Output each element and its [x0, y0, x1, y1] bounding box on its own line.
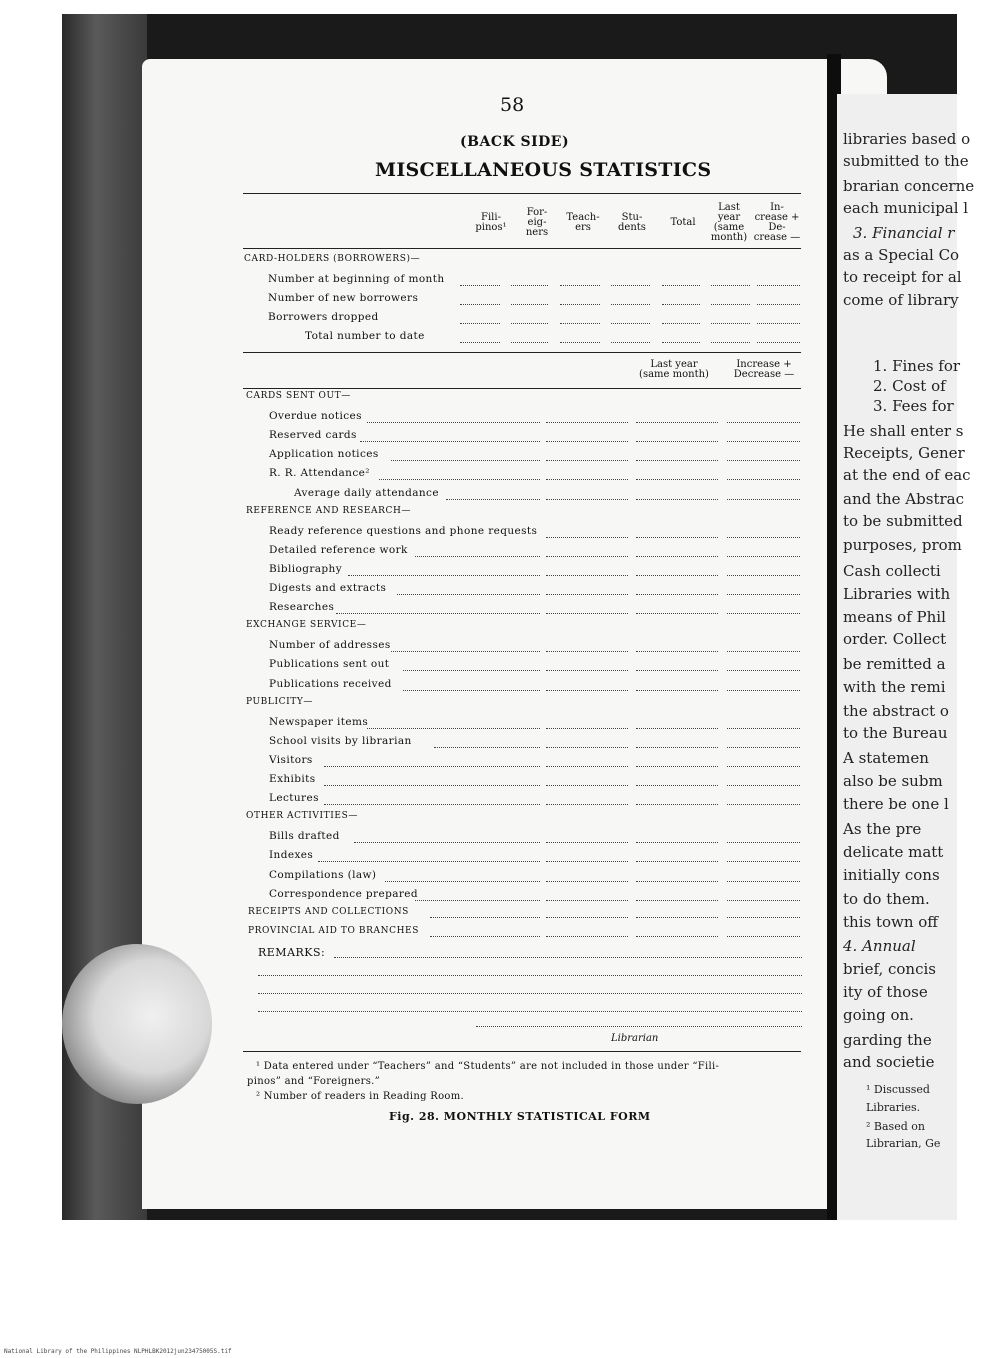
right-page-line: to the Bureau — [843, 724, 948, 742]
table2-leader — [403, 690, 540, 691]
right-page-line: ¹ Discussed — [866, 1083, 930, 1096]
footnote-1-cont: pinos” and “Foreigners.” — [247, 1076, 381, 1087]
table2-cell — [636, 804, 718, 805]
table2-cell — [727, 499, 800, 500]
right-page-line: initially cons — [843, 866, 940, 884]
table1-cell — [560, 285, 600, 286]
right-page-line: there be one l — [843, 795, 949, 813]
table2-cell — [727, 881, 800, 882]
table1-cell — [662, 342, 700, 343]
page-title: MISCELLANEOUS STATISTICS — [375, 159, 712, 181]
table1-cell — [662, 285, 700, 286]
table2-cell — [727, 594, 800, 595]
table2-row-label: Overdue notices — [269, 410, 362, 422]
right-page-line: as a Special Co — [843, 246, 960, 264]
table1-cell — [662, 323, 700, 324]
table2-cell — [546, 594, 628, 595]
table2-cell — [727, 670, 800, 671]
right-page-line: Libraries. — [866, 1101, 921, 1114]
table1-cell — [711, 323, 750, 324]
table2-row-label: Digests and extracts — [269, 582, 387, 594]
table2-cell — [636, 441, 718, 442]
table2-cell — [546, 651, 628, 652]
table2-row-label: Newspaper items — [269, 716, 369, 728]
table1-cell — [560, 323, 600, 324]
table1-column-header: Total — [670, 217, 696, 228]
table2-leader — [391, 651, 540, 652]
table2-row-label: R. R. Attendance² — [269, 467, 370, 479]
table2-row-label: Researches — [269, 601, 335, 613]
table2-cell — [636, 651, 718, 652]
table2-section-label: OTHER ACTIVITIES— — [246, 811, 358, 821]
right-page-line: order. Collect — [843, 630, 947, 648]
table2-row-label: Indexes — [269, 849, 314, 861]
table2-row-label: Correspondence prepared — [269, 888, 419, 900]
table2-cell — [546, 613, 628, 614]
table2-cell — [727, 900, 800, 901]
remarks-line — [258, 993, 802, 994]
table2-row-label: Reserved cards — [269, 429, 357, 441]
table1-top-rule — [243, 193, 801, 194]
table2-cell — [636, 537, 718, 538]
table2-cell — [546, 728, 628, 729]
table2-row-label: Application notices — [269, 448, 379, 460]
table2-cell — [636, 575, 718, 576]
table2-cell — [546, 936, 628, 937]
table2-row-label: Publications sent out — [269, 658, 390, 670]
table1-cell — [711, 342, 750, 343]
table2-section-label: CARDS SENT OUT— — [246, 391, 351, 401]
thumb-image — [62, 944, 212, 1104]
figure-caption: Fig. 28. MONTHLY STATISTICAL FORM — [389, 1110, 651, 1123]
remarks-label: REMARKS: — [258, 946, 326, 959]
table2-cell — [546, 842, 628, 843]
table2-cell — [727, 422, 800, 423]
table2-leader — [430, 936, 540, 937]
table1-cell — [460, 285, 500, 286]
table1-cell — [511, 323, 548, 324]
right-page-line: with the remi — [843, 678, 946, 696]
table1-cell — [460, 323, 500, 324]
table2-leader — [446, 499, 540, 500]
table2-cell — [546, 766, 628, 767]
right-page-line: garding the — [843, 1031, 932, 1049]
scan-footer: National Library of the Philippines NLPHLBK2012jun23475005S.tif — [4, 1348, 232, 1355]
table2-cell — [546, 747, 628, 748]
table1-cell — [611, 285, 650, 286]
remarks-line — [334, 957, 802, 958]
table1-column-header: In- crease + De- crease — — [753, 202, 801, 243]
table1-cell — [757, 342, 800, 343]
right-page-line: the abstract o — [843, 702, 949, 720]
table2-row-label: School visits by librarian — [269, 735, 412, 747]
right-page-line: Libraries with — [843, 585, 951, 603]
right-page-line: going on. — [843, 1006, 914, 1024]
table1-cell — [560, 304, 600, 305]
table2-row-label: Bibliography — [269, 563, 343, 575]
remarks-line — [258, 975, 802, 976]
table2-cell — [546, 556, 628, 557]
table2-cell — [636, 556, 718, 557]
table2-cell — [636, 747, 718, 748]
right-page-line: also be subm — [843, 772, 943, 790]
table1-cell — [460, 342, 500, 343]
table2-cell — [636, 766, 718, 767]
footnote-2: ² Number of readers in Reading Room. — [256, 1091, 464, 1102]
table2-section-label: PUBLICITY— — [246, 697, 314, 707]
table1-column-header: Fili- pinos¹ — [475, 212, 507, 233]
table2-cell — [546, 499, 628, 500]
table2-single-row-label: PROVINCIAL AID TO BRANCHES — [248, 926, 419, 936]
table1-column-header: For- eig- ners — [525, 207, 549, 238]
right-page-line: come of library — [843, 291, 959, 309]
right-page-line: A statemen — [843, 749, 929, 767]
table1-cell — [511, 285, 548, 286]
table2-leader — [415, 900, 540, 901]
right-page-line: 1. Fines for — [873, 357, 961, 375]
table1-column-header: Stu- dents — [618, 212, 646, 233]
table2-row-label: Lectures — [269, 792, 319, 804]
table2-leader — [403, 670, 540, 671]
right-page-line: to be submitted — [843, 512, 963, 530]
table1-cell — [611, 304, 650, 305]
table2-leader — [324, 804, 540, 805]
right-page-line: each municipal l — [843, 199, 969, 217]
table2-cell — [727, 842, 800, 843]
table2-cell — [636, 728, 718, 729]
table1-cell — [460, 304, 500, 305]
table1-cell — [662, 304, 700, 305]
table2-row-label: Detailed reference work — [269, 544, 408, 556]
right-page-line: brief, concis — [843, 960, 936, 978]
right-page-line: ² Based on — [866, 1120, 925, 1133]
table2-cell — [546, 785, 628, 786]
table2-cell — [636, 479, 718, 480]
table2-cell — [727, 575, 800, 576]
right-page-line: 4. Annual — [843, 937, 916, 955]
table2-cell — [546, 422, 628, 423]
table2-leader — [324, 766, 540, 767]
table1-column-header: Last year (same month) — [710, 202, 748, 243]
right-page-line: Receipts, Gener — [843, 444, 965, 462]
table2-cell — [727, 613, 800, 614]
table2-cell — [546, 690, 628, 691]
table1-section-label: CARD-HOLDERS (BORROWERS)— — [244, 254, 421, 264]
right-page-line: 3. Financial r — [853, 224, 955, 242]
table2-row-label: Publications received — [269, 678, 392, 690]
table2-cell — [727, 460, 800, 461]
librarian-label: Librarian — [611, 1033, 659, 1044]
side-label: (BACK SIDE) — [460, 134, 570, 150]
table2-leader — [391, 460, 540, 461]
table2-leader — [318, 861, 540, 862]
footnote-rule — [243, 1051, 801, 1052]
table2-cell — [727, 747, 800, 748]
table2-cell — [727, 651, 800, 652]
table2-leader — [354, 842, 540, 843]
table1-row-label: Total number to date — [305, 330, 425, 342]
page-number: 58 — [500, 94, 525, 116]
table2-single-row-label: RECEIPTS AND COLLECTIONS — [248, 907, 409, 917]
table2-cell — [546, 441, 628, 442]
table2-cell — [636, 613, 718, 614]
signature-line — [476, 1026, 802, 1027]
table1-cell — [757, 304, 800, 305]
table1-row-label: Borrowers dropped — [268, 311, 379, 323]
table2-row-label: Bills drafted — [269, 830, 340, 842]
right-page-line: He shall enter s — [843, 422, 964, 440]
table1-cell — [611, 342, 650, 343]
right-page-line: this town off — [843, 913, 938, 931]
table1-row-label: Number of new borrowers — [268, 292, 419, 304]
table2-cell — [727, 766, 800, 767]
footnote-1: ¹ Data entered under “Teachers” and “Students” are not included in those under “Fili- — [256, 1061, 720, 1072]
table2-cell — [546, 537, 628, 538]
right-page-line: delicate matt — [843, 843, 944, 861]
table2-section-label: EXCHANGE SERVICE— — [246, 620, 367, 630]
right-page-line: ity of those — [843, 983, 928, 1001]
table2-cell — [636, 594, 718, 595]
table2-column-header: Increase + Decrease — — [733, 359, 795, 380]
table1-cell — [611, 323, 650, 324]
right-page-line: brarian concerne — [843, 177, 975, 195]
table2-leader — [324, 785, 540, 786]
table2-cell — [636, 690, 718, 691]
table1-header-rule — [243, 248, 801, 249]
table2-cell — [546, 575, 628, 576]
table2-cell — [636, 881, 718, 882]
table2-header-rule — [243, 388, 801, 389]
table2-cell — [636, 785, 718, 786]
table1-cell — [711, 304, 750, 305]
right-page-line: at the end of eac — [843, 466, 971, 484]
table1-cell — [757, 285, 800, 286]
table2-cell — [636, 861, 718, 862]
right-page-line: Cash collecti — [843, 562, 941, 580]
table2-cell — [727, 728, 800, 729]
table2-cell — [727, 861, 800, 862]
table2-cell — [636, 936, 718, 937]
table1-row-label: Number at beginning of month — [268, 273, 445, 285]
right-page-line: and the Abstrac — [843, 490, 964, 508]
table2-row-label: Average daily attendance — [294, 487, 439, 499]
table2-cell — [546, 900, 628, 901]
table2-leader — [367, 728, 540, 729]
table2-leader — [336, 613, 540, 614]
table2-cell — [546, 460, 628, 461]
table2-section-label: REFERENCE AND RESEARCH— — [246, 506, 412, 516]
table2-row-label: Exhibits — [269, 773, 316, 785]
table2-row-label: Compilations (law) — [269, 869, 377, 881]
table2-cell — [636, 900, 718, 901]
right-page-line: As the pre — [843, 820, 922, 838]
table2-cell — [636, 499, 718, 500]
table2-leader — [360, 441, 540, 442]
table2-column-header: Last year (same month) — [639, 359, 709, 380]
table2-cell — [546, 917, 628, 918]
right-page-line: libraries based o — [843, 130, 971, 148]
right-page-line: be remitted a — [843, 655, 946, 673]
remarks-line — [258, 1011, 802, 1012]
right-page-line: and societie — [843, 1053, 935, 1071]
table2-leader — [385, 881, 540, 882]
table2-cell — [636, 670, 718, 671]
table2-cell — [636, 917, 718, 918]
right-page-line: to do them. — [843, 890, 930, 908]
table2-row-label: Number of addresses — [269, 639, 391, 651]
table2-cell — [727, 936, 800, 937]
table2-cell — [727, 537, 800, 538]
table2-cell — [727, 804, 800, 805]
table1-bottom-rule — [243, 352, 801, 353]
table2-leader — [379, 479, 540, 480]
table2-cell — [636, 460, 718, 461]
table1-cell — [511, 342, 548, 343]
table2-cell — [546, 670, 628, 671]
right-page-line: means of Phil — [843, 608, 946, 626]
right-page-line: Librarian, Ge — [866, 1137, 941, 1150]
table2-row-label: Ready reference questions and phone requests — [269, 525, 538, 537]
right-page-line: to receipt for al — [843, 268, 962, 286]
table2-cell — [636, 422, 718, 423]
table1-column-header: Teach- ers — [566, 212, 600, 233]
table2-leader — [367, 422, 540, 423]
right-page-line: purposes, prom — [843, 536, 962, 554]
table2-cell — [727, 441, 800, 442]
table2-cell — [636, 842, 718, 843]
table2-cell — [546, 881, 628, 882]
table2-cell — [546, 804, 628, 805]
table1-cell — [757, 323, 800, 324]
table1-cell — [711, 285, 750, 286]
right-page-line: 2. Cost of — [873, 377, 946, 395]
table2-row-label: Visitors — [269, 754, 313, 766]
table2-cell — [546, 861, 628, 862]
table2-leader — [434, 747, 540, 748]
table2-cell — [727, 556, 800, 557]
scan-background — [62, 14, 975, 1220]
right-page-line: 3. Fees for — [873, 397, 954, 415]
table2-leader — [415, 556, 540, 557]
table2-cell — [727, 690, 800, 691]
table2-leader — [430, 917, 540, 918]
table2-leader — [348, 575, 540, 576]
right-page-line: submitted to the — [843, 152, 969, 170]
table2-cell — [727, 479, 800, 480]
table2-cell — [546, 479, 628, 480]
table2-leader — [397, 594, 540, 595]
table2-cell — [727, 917, 800, 918]
table1-cell — [511, 304, 548, 305]
table1-cell — [560, 342, 600, 343]
table2-cell — [727, 785, 800, 786]
